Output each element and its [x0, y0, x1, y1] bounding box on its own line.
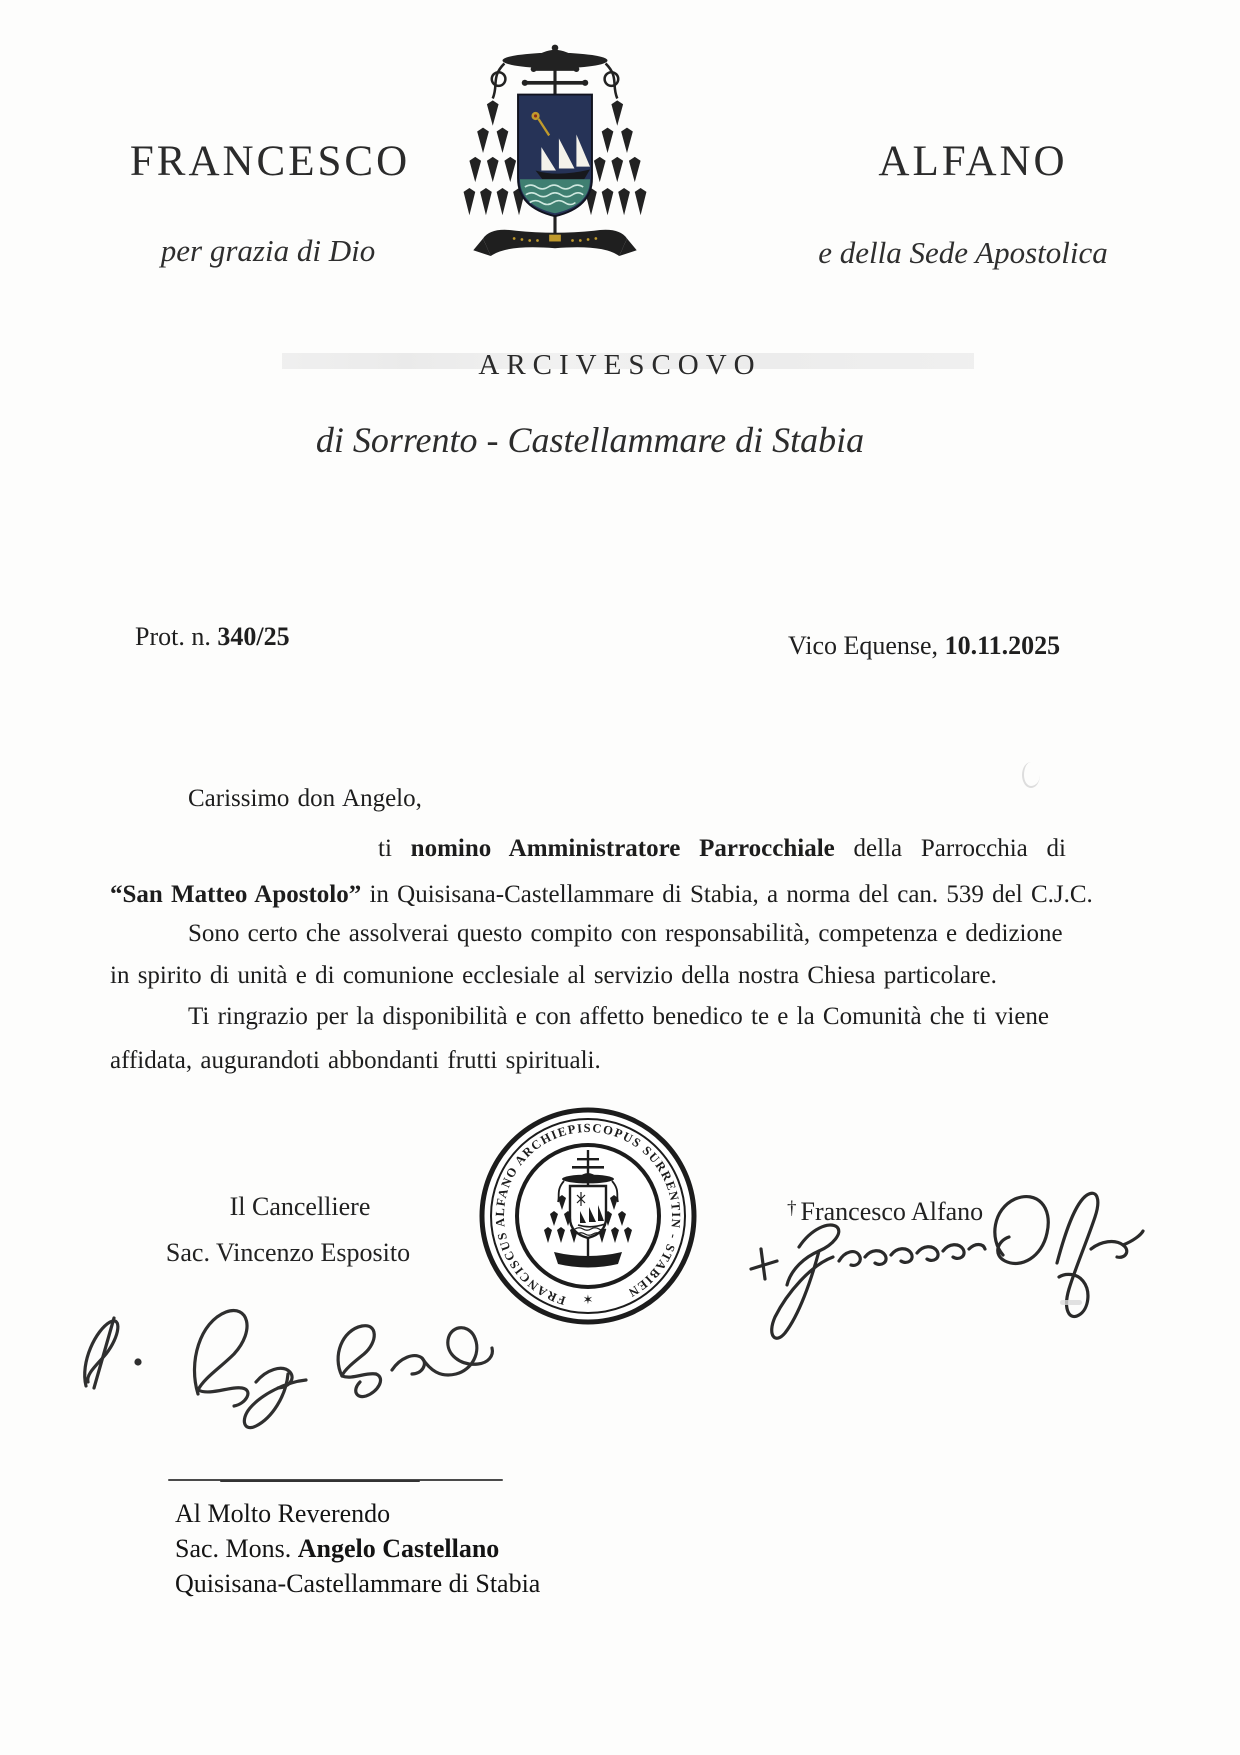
body-line-2-post: della Parrocchia di	[834, 835, 1066, 862]
scan-smudge-1	[1022, 762, 1040, 788]
chancellor-signature	[80, 1278, 500, 1438]
dagger-glyph: †	[787, 1198, 797, 1219]
archbishop-name-text: Francesco Alfano	[800, 1197, 984, 1226]
chancellor-signature-graphic	[80, 1278, 500, 1438]
see-title: di Sorrento - Castellammare di Stabia	[315, 420, 865, 460]
protocol-line	[135, 622, 290, 652]
scan-artifact-line-dark	[220, 1480, 420, 1482]
recipient-line-2-pre: Sac. Mons.	[175, 1534, 298, 1563]
protocol-number: 340/25	[217, 622, 290, 651]
seal-star-icon: ✶	[582, 1292, 594, 1307]
body-line-2-bold: nomino Amministratore Parrocchiale	[410, 835, 835, 862]
body-line-3	[110, 881, 1093, 909]
body-line-2	[378, 835, 1066, 863]
body-line-7: affidata, augurandoti abbondanti frutti spirituali.	[110, 1047, 601, 1074]
chancellor-title: Il Cancelliere	[229, 1192, 371, 1221]
body-line-3-rest: in Quisisana-Castellammare di Stabia, a norma del can. 539 del C.J.C.	[361, 881, 1093, 908]
body-line-4: Sono certo che assolverai questo compito con responsabilità, competenza e dedizione	[188, 920, 1063, 947]
date-line	[788, 631, 1060, 661]
recipient-line-2	[175, 1531, 540, 1566]
letterhead-motto-left: per grazia di Dio	[160, 233, 376, 268]
archbishop-signature	[735, 1185, 1145, 1370]
seal-ring-text: FRANCISCUS ALFANO ARCHIEPISCOPUS SURRENTIN - STABIEN	[492, 1120, 684, 1308]
role-title: ARCIVESCOVO	[478, 349, 762, 381]
letterhead-motto-right: e della Sede Apostolica	[818, 235, 1108, 270]
body-line-6: Ti ringrazio per la disponibilità e con affetto benedico te e la Comunità che ti viene	[188, 1003, 1050, 1030]
body-line-3-bold: “San Matteo Apostolo”	[110, 881, 362, 908]
date-place: Vico Equense,	[788, 631, 945, 660]
recipient-line-3: Quisisana-Castellammare di Stabia	[175, 1569, 541, 1598]
recipient-line-2-name: Angelo Castellano	[297, 1534, 500, 1563]
episcopal-seal-graphic	[478, 1106, 698, 1326]
body-line-5: in spirito di unità e di comunione ecclesiale al servizio della nostra Chiesa particolare.	[110, 962, 997, 989]
coat-of-arms-graphic	[448, 32, 662, 270]
scan-smudge-2	[1060, 1300, 1082, 1305]
salutation: Carissimo don Angelo,	[188, 785, 422, 812]
coat-of-arms	[448, 32, 662, 270]
letterhead-name-right: ALFANO	[878, 138, 1068, 185]
recipient-line-1: Al Molto Reverendo	[175, 1499, 391, 1528]
protocol-label: Prot. n.	[135, 622, 218, 651]
episcopal-seal	[478, 1106, 698, 1326]
archbishop-signature-graphic	[735, 1185, 1145, 1370]
letterhead-name-left: FRANCESCO	[129, 138, 411, 185]
date-value: 10.11.2025	[944, 631, 1061, 660]
body-line-2-pre: ti	[378, 835, 411, 862]
chancellor-name: Sac. Vincenzo Esposito	[165, 1238, 411, 1267]
recipient-block	[175, 1496, 540, 1601]
